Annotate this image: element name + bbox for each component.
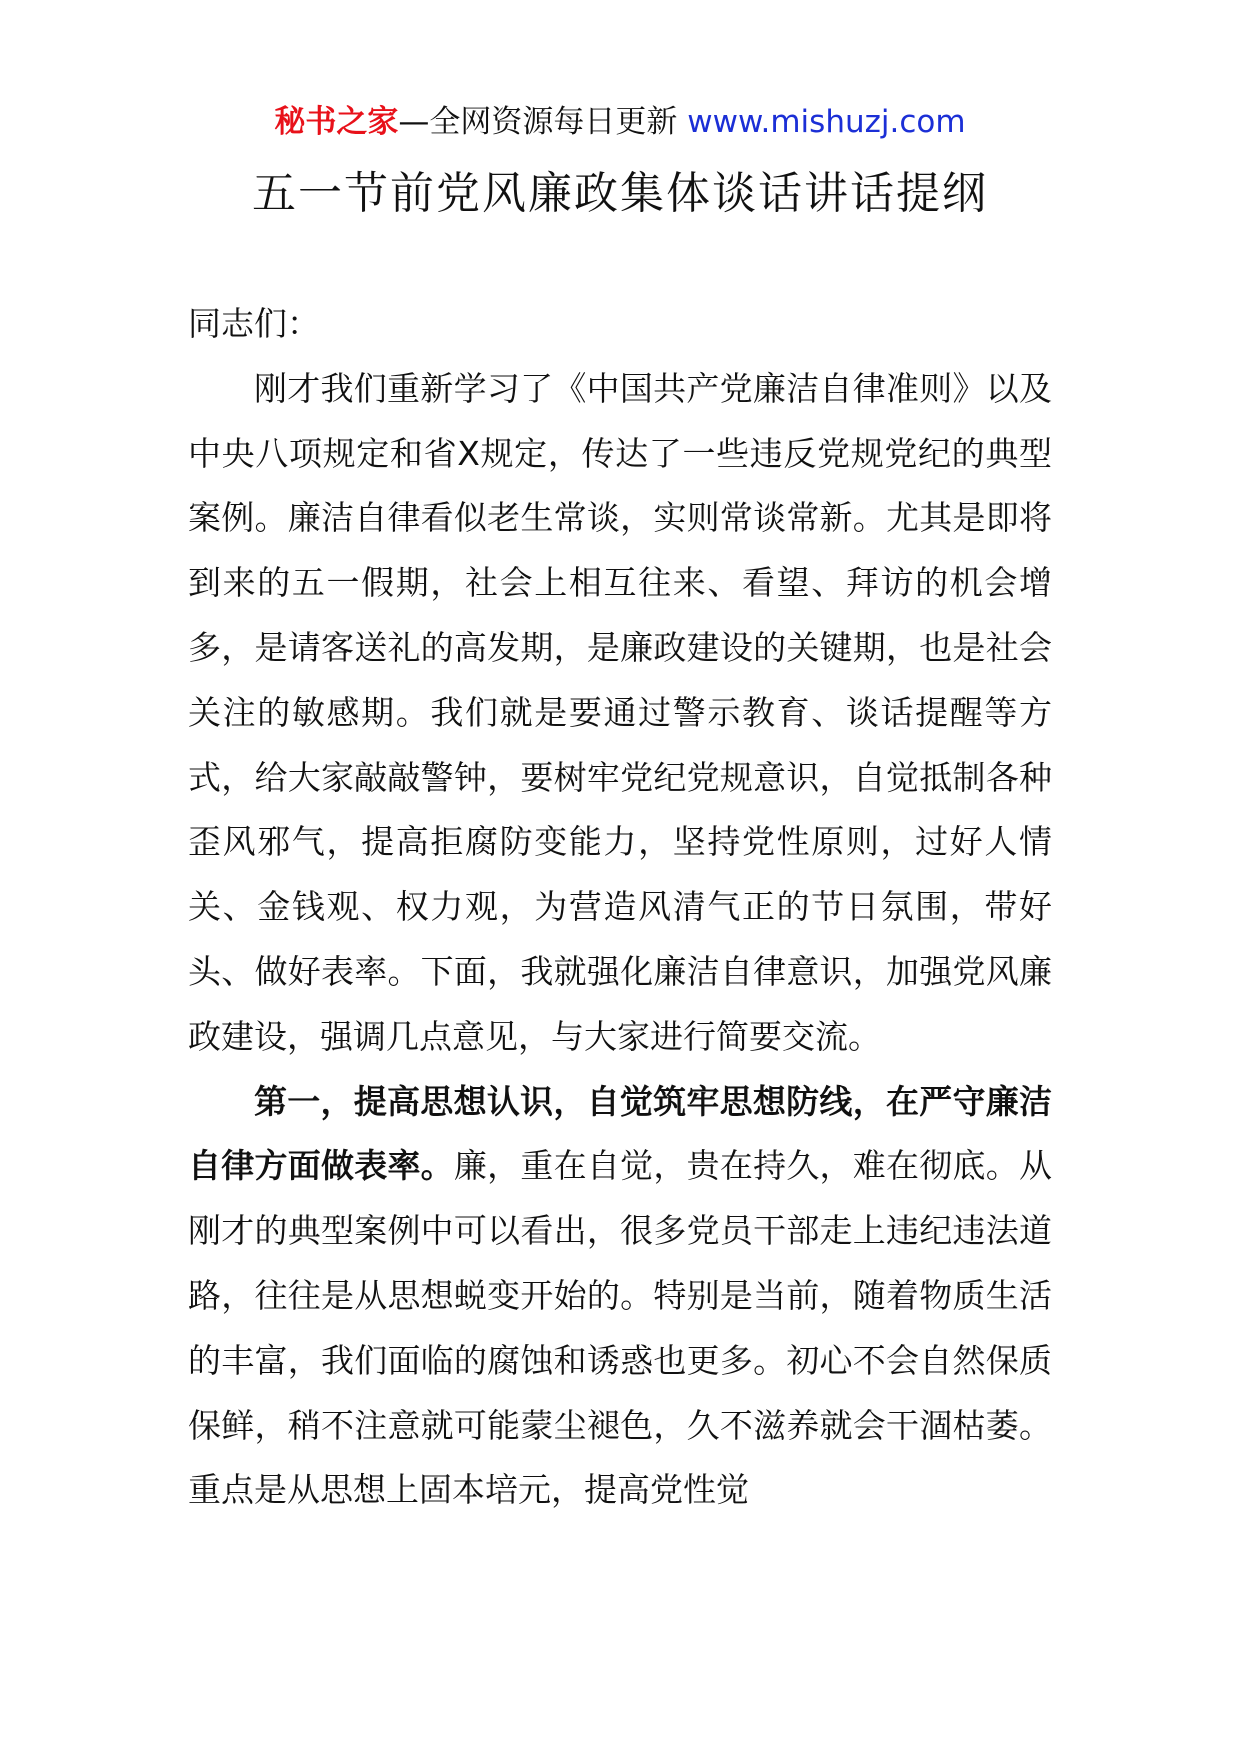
paragraph-lead: 第一，提高思想认识，自觉筑牢思想防线，在严守廉洁自律方面做表率。 [188, 1081, 1052, 1186]
paragraph-intro: 刚才我们重新学习了《中国共产党廉洁自律准则》以及中央八项规定和省X规定，传达了一些违反党规党纪的典型案例。廉洁自律看似老生常谈，实则常谈常新。尤其是即将到来的五一假期，社会上相互往来、看望、拜访的机会增多，是请客送礼的高发期，是廉政建设的关键期，也是社会关注的敏感期。我们就是要通过警示教育、谈话提醒等方式，给大家敲敲警钟，要树牢党纪党规意识，自觉抵制各种歪风邪气，提高拒腐防变能力，坚持党性原则，过好人情关、金钱观、权力观，为营造风清气正的节日氛围，带好头、做好表率。下面，我就强化廉洁自律意识，加强党风廉政建设，强调几点意见，与大家进行简要交流。 [188, 368, 1052, 1056]
site-banner [0, 102, 1240, 142]
site-url[interactable]: www.mishuzj.com [687, 104, 966, 140]
paragraph-first-point [188, 1070, 1052, 1524]
document-body [188, 292, 1052, 1523]
site-brand: 秘书之家 [274, 104, 399, 140]
paragraph-body: 廉，重在自觉，贵在持久，难在彻底。从刚才的典型案例中可以看出，很多党员干部走上违纪违法道路，往往是从思想蜕变开始的。特别是当前，随着物质生活的丰富，我们面临的腐蚀和诱惑也更多。初心不会自然保质保鲜，稍不注意就可能蒙尘褪色，久不滋养就会干涸枯萎。重点是从思想上固本培元，提高党性觉 [188, 1146, 1053, 1510]
site-tagline: —全网资源每日更新 [398, 104, 688, 140]
document-title: 五一节前党风廉政集体谈话讲话提纲 [252, 168, 988, 219]
salutation: 同志们： [188, 304, 320, 343]
